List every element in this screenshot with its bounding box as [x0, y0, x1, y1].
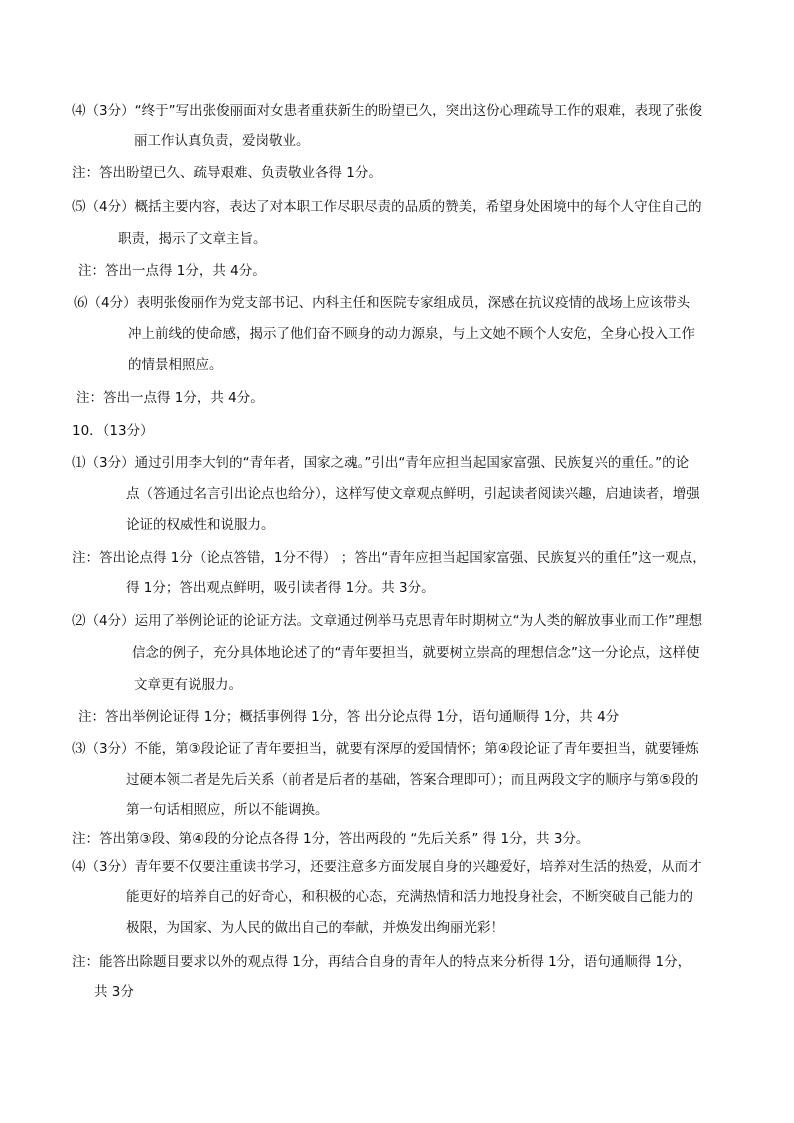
q10-note4-line1: 注：能答出除题目要求以外的观点得 1分，再结合自身的青年人的特点来分析得 1分，语句通顺得 1分， — [72, 954, 692, 970]
q10-note2: 注：答出举例论证得 1分；概括事例得 1分，答 出分论点得 1分，语句通顺得 1分，共 4分 — [78, 709, 620, 725]
q10-note1-line2: 得 1分；答出观点鲜明，吸引读者得 1分。共 3分。 — [126, 580, 435, 596]
q10-heading: 10．（13分） — [72, 423, 154, 439]
q10-note1-line1: 注：答出论点得 1分（论点答错，1分不得） ；答出“青年应担当起国家富强、民族复兴的重任”这一观点， — [72, 550, 706, 566]
q9-item5-line2: 职责，揭示了文章主旨。 — [118, 231, 267, 247]
q9-item6-line3: 的情景相照应。 — [128, 357, 223, 373]
q9-item6-line2: 冲上前线的使命感，揭示了他们奋不顾身的动力源泉，与上文她不顾个人安危，全身心投入工作 — [128, 326, 695, 342]
q10-item4-line2: 能更好的培养自己的好奇心，和积极的心态，充满热情和活力地投身社会，不断突破自己能力的 — [126, 889, 693, 905]
q10-item3-line1: ⑶（3分）不能，第③段论证了青年要担当，就要有深厚的爱国情怀；第④段论证了青年要担当，就要锤炼 — [72, 741, 699, 757]
q10-item2-line3: 文章更有说服力。 — [134, 677, 242, 693]
q10-item2-line2: 信念的例子，充分具体地论述了的“青年要担当，就要树立崇高的理想信念”这一分论点，这样使 — [132, 645, 700, 661]
q9-item6-line1: ⑹（4分）表明张俊丽作为党支部书记、内科主任和医院专家组成员，深感在抗议疫情的战场上应该带头 — [74, 295, 691, 311]
q9-note6: 注：答出一点得 1分，共 4分。 — [76, 390, 264, 406]
q10-item4-line1: ⑷（3分）青年要不仅要注重读书学习，还要注意多方面发展自身的兴趣爱好，培养对生活的热爱，从而才 — [72, 859, 702, 875]
q10-item4-line3: 极限，为国家、为人民的做出自己的奉献，并焕发出绚丽光彩！ — [126, 920, 504, 936]
q9-item4-line1: ⑷（3分）“终于”写出张俊丽面对女患者重获新生的盼望已久，突出这份心理疏导工作的艰难，表现了张俊 — [72, 103, 703, 119]
q9-item5-line1: ⑸（4分）概括主要内容，表达了对本职工作尽职尽责的品质的赞美，希望身处困境中的每个人守住自己的 — [72, 199, 702, 215]
q10-item3-line2: 过硬本领二者是先后关系（前者是后者的基础，答案合理即可）；而且两段文字的顺序与第⑤段的 — [126, 772, 699, 788]
q10-item1-line3: 论证的权威性和说服力。 — [126, 517, 275, 533]
q10-note4-line2: 共 3分 — [94, 984, 134, 1000]
q10-note3: 注：答出第③段、第④段的分论点各得 1分，答出两段的 “先后关系” 得 1分，共 3分。 — [72, 831, 590, 847]
q9-note4: 注：答出盼望已久、疏导艰难、负责敬业各得 1分。 — [72, 165, 382, 181]
q9-item4-line2: 丽工作认真负责，爱岗敬业。 — [134, 133, 310, 149]
q9-note5: 注：答出一点得 1分，共 4分。 — [78, 263, 266, 279]
q10-item1-line1: ⑴（3分）通过引用李大钊的“青年者，国家之魂。”引出“青年应担当起国家富强、民族复兴的重任。”的论 — [72, 455, 690, 471]
q10-item2-line1: ⑵（4分）运用了举例论证的论证方法。文章通过例举马克思青年时期树立“为人类的解放事业而工作”理想 — [72, 613, 703, 629]
q10-item1-line2: 点（答通过名言引出论点也给分），这样写使文章观点鲜明，引起读者阅读兴趣，启迪读者，增强 — [126, 486, 700, 502]
q10-item3-line3: 第一句话相照应，所以不能调换。 — [126, 802, 329, 818]
